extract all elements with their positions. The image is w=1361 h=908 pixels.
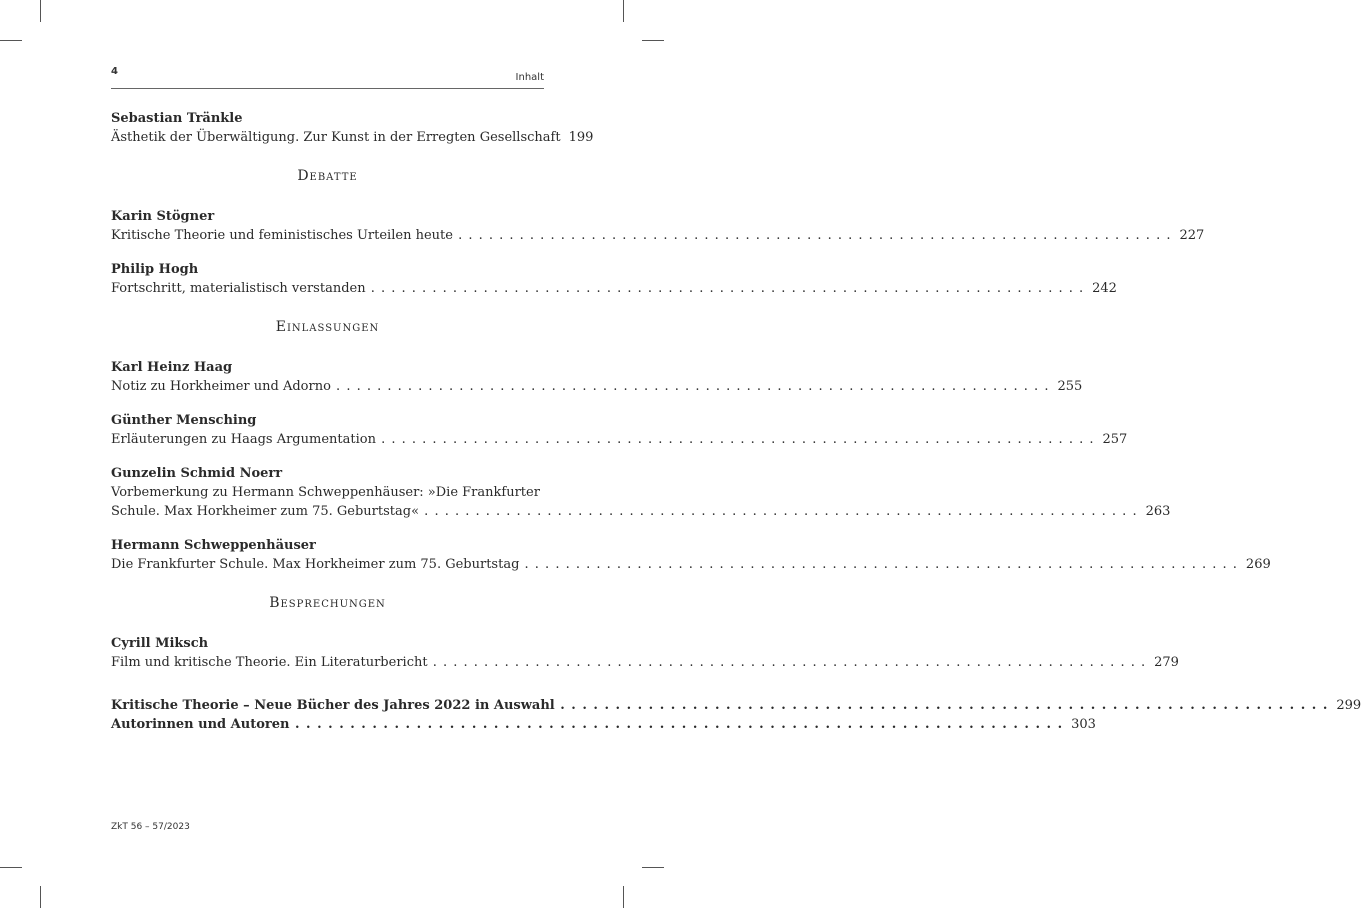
entry-page: 227 bbox=[1179, 228, 1205, 243]
entry-row bbox=[111, 430, 1128, 449]
entry-title: Fortschritt, materialistisch verstanden . . . bbox=[111, 279, 1084, 298]
header-rule bbox=[111, 88, 544, 89]
entry-title-line: Vorbemerkung zu Hermann Schweppenhäuser: »Die Frankfurter bbox=[111, 485, 540, 500]
crop-mark bbox=[623, 0, 624, 22]
entry-title: Notiz zu Horkheimer und Adorno . . . bbox=[111, 377, 1049, 396]
entry-author: Philip Hogh bbox=[111, 262, 199, 277]
entry-page: 303 bbox=[1071, 717, 1096, 732]
toc-entry bbox=[111, 411, 1128, 449]
entry-row bbox=[111, 653, 1179, 672]
entry-title: Erläuterungen zu Haags Argumentation . . . bbox=[111, 430, 1094, 449]
crop-mark bbox=[642, 40, 664, 41]
entry-page: 255 bbox=[1057, 379, 1083, 394]
entry-author: Cyrill Miksch bbox=[111, 636, 209, 651]
entry-row bbox=[111, 715, 1096, 734]
entry-page: 199 bbox=[568, 130, 594, 145]
entry-page: 257 bbox=[1102, 432, 1128, 447]
entry-row bbox=[111, 128, 594, 147]
entry-row bbox=[111, 279, 1117, 298]
toc-entry bbox=[111, 358, 1083, 396]
entry-row bbox=[111, 377, 1083, 396]
toc-entry bbox=[111, 109, 594, 147]
journal-footer: ZkT 56 – 57/2023 bbox=[111, 822, 190, 832]
entry-row bbox=[111, 555, 1271, 574]
section-heading-besprechungen: Besprechungen bbox=[269, 595, 386, 611]
crop-mark bbox=[623, 886, 624, 908]
closing-entries bbox=[111, 696, 1361, 734]
entry-author: Sebastian Tränkle bbox=[111, 111, 243, 126]
section-heading-debatte: Debatte bbox=[297, 168, 358, 184]
running-title: Inhalt bbox=[515, 72, 544, 83]
section-heading-einlassungen: Einlassungen bbox=[275, 319, 380, 335]
entry-page: 242 bbox=[1092, 281, 1117, 296]
entry-title: Kritische Theorie – Neue Bücher des Jahres 2022 in Auswahl . . . bbox=[111, 696, 1328, 715]
crop-mark bbox=[0, 867, 22, 868]
entry-title: Die Frankfurter Schule. Max Horkheimer zum 75. Geburtstag . . . bbox=[111, 555, 1238, 574]
entry-author: Karl Heinz Haag bbox=[111, 360, 233, 375]
entry-page: 299 bbox=[1336, 698, 1361, 713]
toc-entry bbox=[111, 715, 1096, 734]
entry-author: Karin Stögner bbox=[111, 209, 215, 224]
entry-page: 279 bbox=[1154, 655, 1179, 670]
crop-mark bbox=[642, 867, 664, 868]
page-number: 4 bbox=[111, 66, 118, 77]
toc-entry bbox=[111, 634, 1179, 672]
entry-author: Gunzelin Schmid Noerr bbox=[111, 466, 283, 481]
entry-title: Film und kritische Theorie. Ein Literaturbericht . . . bbox=[111, 653, 1146, 672]
entry-page: 263 bbox=[1145, 504, 1171, 519]
entry-author: Günther Mensching bbox=[111, 413, 257, 428]
entry-row bbox=[111, 696, 1361, 715]
crop-mark bbox=[0, 40, 22, 41]
entry-title: Ästhetik der Überwältigung. Zur Kunst in der Erregten Gesellschaft bbox=[111, 130, 561, 145]
entry-title: Schule. Max Horkheimer zum 75. Geburtstag« . . . bbox=[111, 502, 1138, 521]
toc-entry bbox=[111, 260, 1117, 298]
crop-mark bbox=[40, 0, 41, 22]
entry-title: Kritische Theorie und feministisches Urteilen heute . . . bbox=[111, 226, 1171, 245]
entry-row bbox=[111, 226, 1205, 245]
entry-title: Autorinnen und Autoren . . . bbox=[111, 715, 1063, 734]
table-of-contents bbox=[111, 109, 1361, 734]
entry-author: Hermann Schweppenhäuser bbox=[111, 538, 316, 553]
entry-row bbox=[111, 502, 1171, 521]
entry-page: 269 bbox=[1245, 557, 1271, 572]
toc-entry bbox=[111, 207, 1205, 245]
toc-entry bbox=[111, 696, 1361, 715]
toc-entry bbox=[111, 536, 1271, 574]
crop-mark bbox=[40, 886, 41, 908]
toc-entry bbox=[111, 464, 1171, 521]
